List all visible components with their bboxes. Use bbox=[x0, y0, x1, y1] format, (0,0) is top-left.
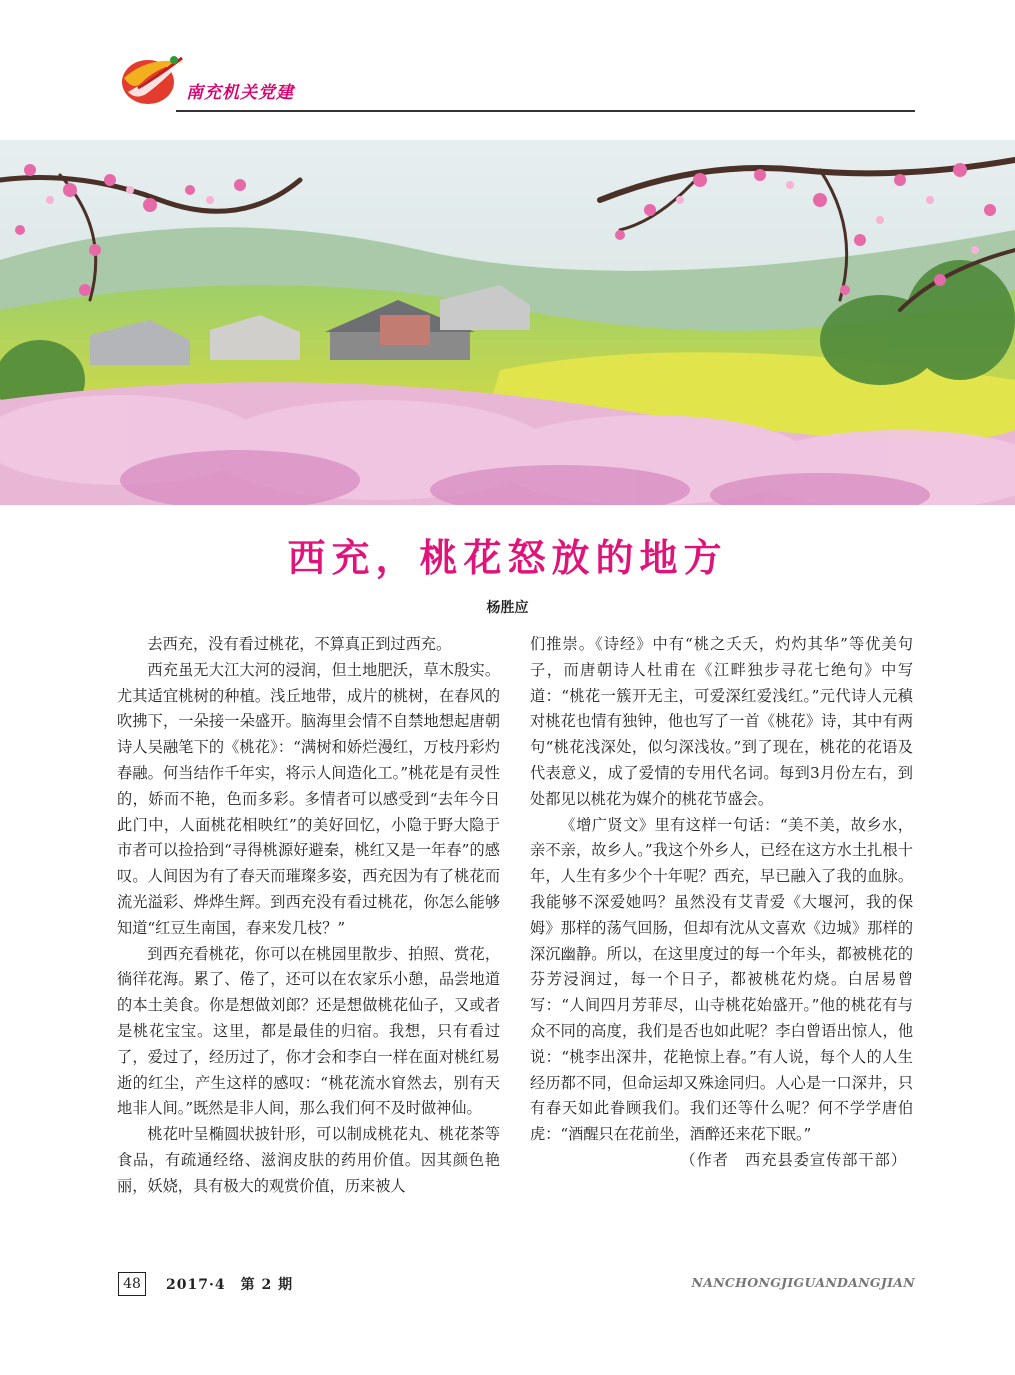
page-number: 48 bbox=[118, 1272, 146, 1296]
paragraph: 到西充看桃花，你可以在桃园里散步、拍照、赏花，徜徉花海。累了、倦了，还可以在农家乐小憩，品尝地道的本土美食。你是想做刘郎？还是想做桃花仙子，又或者是桃花宝宝。这里，都是最佳的归宿。我想，只有看过了，爱过了，经历过了，你才会和李白一样在面对桃红易逝的红尘，产生这样的感叹：“桃花流水窅然去，别有天地非人间。”既然是非人间，那么我们何不及时做神仙。 bbox=[117, 944, 500, 1118]
paragraph: 去西充，没有看过桃花，不算真正到过西充。 bbox=[147, 635, 452, 653]
paragraph: 《增广贤文》里有这样一句话：“美不美，故乡水，亲不亲，故乡人。”我这个外乡人，已经在这方水土扎根十年，人生有多少个十年呢？西充，早已融入了我的血脉。我能够不深爱她吗？虽然没有艾青爱《大堰河，我的保姆》那样的荡气回肠，但却有沈从文喜欢《边城》那样的深沉幽静。所以，在这里度过的每一个年头，都被桃花的芬芳浸润过，每一个日子，都被桃花灼烧。白居易曾写：“人间四月芳菲尽，山寺桃花始盛开。”他的桃花有与众不同的高度，我们是否也如此呢？李白曾语出惊人，他说：“桃李出深井，花艳惊上春。”有人说，每个人的人生经历都不同，但命运却又殊途同归。人心是一口深井，只有春天如此眷顾我们。我们还等什么呢？何不学学唐伯虎：“酒醒只在花前坐，酒醉还来花下眠。” bbox=[530, 815, 913, 1144]
party-logo-icon bbox=[118, 48, 190, 110]
issue-info: 2017·4 第 2 期 bbox=[166, 1277, 294, 1293]
peach-blossom-landscape-image bbox=[0, 140, 1015, 505]
page-footer bbox=[118, 1272, 915, 1298]
footer-english-title: NANCHONGJIGUANDANGJIAN bbox=[691, 1275, 915, 1290]
paragraph-continued: 们推崇。《诗经》中有“桃之夭夭，灼灼其华”等优美句子，而唐朝诗人杜甫在《江畔独步寻花七绝句》中写道：“桃花一簇开无主，可爱深红爱浅红。”元代诗人元稹对桃花也情有独钟，他也写了一首《桃花》诗，其中有两句“桃花浅深处，似匀深浅妆。”到了现在，桃花的花语及代表意义，成了爱情的专用代名词。每到3月份左右，到处都见以桃花为媒介的桃花节盛会。 bbox=[530, 635, 913, 808]
article-column-right bbox=[530, 632, 913, 1174]
article-column-left bbox=[117, 632, 500, 1200]
article-author: 杨胜应 bbox=[486, 600, 529, 616]
article-title: 西充，桃花怒放的地方 bbox=[287, 535, 728, 580]
paragraph: 西充虽无大江大河的浸润，但土地肥沃，草木殷实。尤其适宜桃树的种植。浅丘地带，成片的桃树，在春风的吹拂下，一朵接一朵盛开。脑海里会情不自禁地想起唐朝诗人吴融笔下的《桃花》：“满树和娇烂漫红，万枝丹彩灼春融。何当结作千年实，将示人间造化工。”桃花是有灵性的，娇而不艳，色而多彩。多情者可以感受到“去年今日此门中，人面桃花相映红”的美好回忆，小隐于野大隐于市者可以捡拾到“寻得桃源好避秦，桃红又是一年春”的感叹。人间因为有了春天而璀璨多姿，西充因为有了桃花而流光溢彩、烨烨生辉。到西充没有看过桃花，你怎么能够知道“红豆生南国，春来发几枝？” bbox=[117, 660, 500, 937]
paragraph: 桃花叶呈椭圆状披针形，可以制成桃花丸、桃花茶等食品，有疏通经络、滋润皮肤的药用价值。因其颜色艳丽，妖娆，具有极大的观赏价值，历来被人 bbox=[117, 1125, 500, 1195]
header-rule bbox=[176, 110, 915, 112]
brand-name: 南充机关党建 bbox=[186, 83, 294, 103]
hero-photo bbox=[0, 140, 1015, 505]
page-header bbox=[110, 38, 915, 118]
author-signature: （作者 西充县委宣传部干部） bbox=[680, 1150, 907, 1169]
